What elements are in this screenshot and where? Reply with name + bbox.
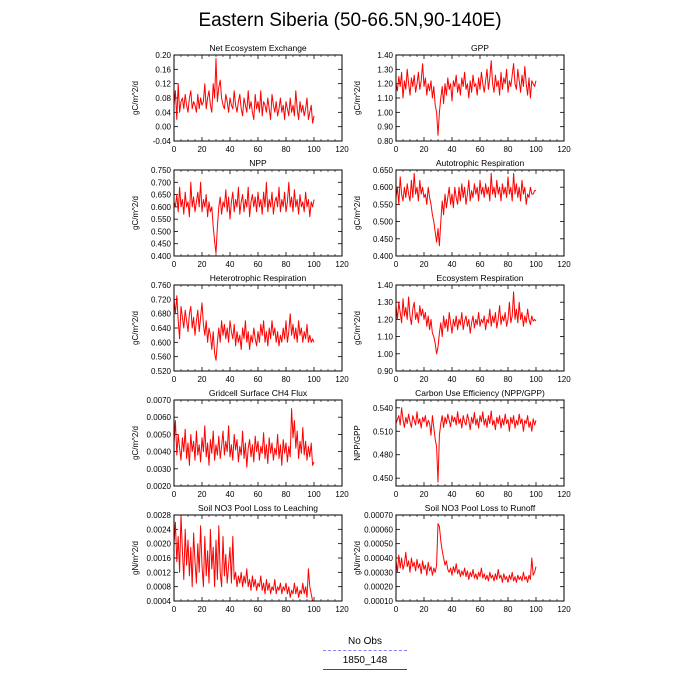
y-tick-label: 0.650 bbox=[150, 190, 171, 200]
x-tick-label: 60 bbox=[253, 605, 263, 614]
y-tick-label: 1.30 bbox=[377, 298, 393, 308]
x-tick-label: 80 bbox=[503, 375, 513, 384]
y-axis-label: gC/m^2/d bbox=[131, 81, 140, 115]
y-tick-label: 0.760 bbox=[150, 281, 171, 290]
y-tick-label: 0.450 bbox=[372, 474, 393, 484]
y-tick-label: 0.0030 bbox=[146, 464, 171, 474]
y-tick-label: 0.0020 bbox=[146, 482, 171, 491]
y-tick-label: 0.0070 bbox=[146, 396, 171, 405]
panel-title: Soil NO3 Pool Loss to Runoff bbox=[424, 503, 536, 513]
x-tick-label: 80 bbox=[281, 145, 291, 154]
y-tick-label: 0.00020 bbox=[364, 582, 393, 592]
series-line bbox=[174, 515, 314, 601]
legend-label: No Obs bbox=[348, 636, 382, 647]
legend-swatch-solid bbox=[323, 669, 407, 670]
series-line bbox=[174, 59, 314, 124]
x-tick-label: 100 bbox=[529, 260, 543, 269]
y-tick-label: 1.10 bbox=[377, 332, 393, 342]
series-line bbox=[396, 61, 536, 136]
x-tick-label: 80 bbox=[503, 605, 513, 614]
y-tick-label: 0.450 bbox=[150, 239, 171, 249]
x-tick-label: 60 bbox=[475, 490, 485, 499]
x-tick-label: 100 bbox=[307, 260, 321, 269]
x-tick-label: 20 bbox=[197, 490, 207, 499]
y-tick-label: 1.20 bbox=[377, 315, 393, 325]
x-tick-label: 100 bbox=[529, 375, 543, 384]
y-axis-label: NPP/GPP bbox=[353, 425, 362, 461]
y-tick-label: 0.560 bbox=[150, 352, 171, 362]
y-tick-label: -0.04 bbox=[152, 137, 171, 146]
x-tick-label: 100 bbox=[307, 605, 321, 614]
x-tick-label: 60 bbox=[253, 375, 263, 384]
y-tick-label: 0.510 bbox=[372, 427, 393, 437]
x-tick-label: 120 bbox=[557, 375, 571, 384]
y-tick-label: 0.00060 bbox=[364, 525, 393, 535]
y-tick-label: 0.16 bbox=[155, 65, 171, 75]
x-tick-label: 20 bbox=[197, 605, 207, 614]
y-tick-label: 0.0016 bbox=[146, 554, 171, 563]
panel-title: Autotrophic Respiration bbox=[435, 158, 525, 168]
chart-panel bbox=[353, 158, 571, 269]
y-axis-label: gC/m^2/d bbox=[131, 426, 140, 460]
y-tick-label: 0.400 bbox=[372, 252, 393, 261]
panel-title: Carbon Use Efficiency (NPP/GPP) bbox=[415, 388, 545, 398]
panel-title: Net Ecosystem Exchange bbox=[209, 43, 307, 53]
y-tick-label: 0.04 bbox=[155, 108, 171, 118]
x-tick-label: 20 bbox=[419, 490, 429, 499]
x-tick-label: 40 bbox=[225, 375, 235, 384]
y-tick-label: 0.550 bbox=[150, 215, 171, 225]
chart-panel bbox=[131, 388, 349, 499]
y-tick-label: 0.600 bbox=[150, 202, 171, 212]
y-tick-label: 0.0028 bbox=[146, 511, 171, 520]
y-tick-label: 1.30 bbox=[377, 65, 393, 75]
y-tick-label: 0.0008 bbox=[146, 582, 171, 592]
legend-entry-no-obs bbox=[300, 636, 430, 651]
panel-title: Heterotrophic Respiration bbox=[209, 273, 307, 283]
y-tick-label: 0.08 bbox=[155, 94, 171, 103]
series-line bbox=[396, 408, 536, 482]
plot-frame bbox=[396, 515, 564, 601]
x-tick-label: 60 bbox=[475, 605, 485, 614]
x-tick-label: 100 bbox=[529, 605, 543, 614]
x-tick-label: 0 bbox=[393, 605, 399, 614]
x-tick-label: 120 bbox=[335, 375, 349, 384]
x-tick-label: 40 bbox=[225, 145, 235, 154]
y-axis-label: gC/m^2/d bbox=[353, 311, 362, 345]
y-tick-label: 0.480 bbox=[372, 450, 393, 460]
chart-panel bbox=[131, 158, 349, 269]
y-tick-label: 1.40 bbox=[377, 281, 393, 290]
panel-title: Soil NO3 Pool Loss to Leaching bbox=[197, 503, 319, 513]
y-tick-label: 0.20 bbox=[155, 51, 171, 60]
panel-title: Gridcell Surface CH4 Flux bbox=[208, 388, 308, 398]
x-tick-label: 20 bbox=[197, 260, 207, 269]
y-tick-label: 0.0004 bbox=[146, 597, 171, 606]
y-tick-label: 0.500 bbox=[150, 227, 171, 237]
y-tick-label: 0.0020 bbox=[146, 539, 171, 549]
y-tick-label: 0.450 bbox=[372, 234, 393, 244]
x-tick-label: 60 bbox=[475, 145, 485, 154]
y-tick-label: 1.40 bbox=[377, 51, 393, 60]
x-tick-label: 0 bbox=[171, 145, 177, 154]
x-tick-label: 80 bbox=[503, 145, 513, 154]
legend-swatch-dashed bbox=[323, 650, 407, 651]
x-tick-label: 0 bbox=[393, 260, 399, 269]
plot-frame bbox=[396, 55, 564, 141]
x-tick-label: 0 bbox=[171, 260, 177, 269]
x-tick-label: 60 bbox=[253, 490, 263, 499]
x-tick-label: 120 bbox=[557, 260, 571, 269]
x-tick-label: 80 bbox=[503, 490, 513, 499]
y-tick-label: 0.720 bbox=[150, 295, 171, 305]
x-tick-label: 40 bbox=[225, 490, 235, 499]
x-tick-label: 40 bbox=[447, 260, 457, 269]
y-tick-label: 0.00 bbox=[155, 122, 171, 132]
y-tick-label: 0.0060 bbox=[146, 413, 171, 423]
x-tick-label: 80 bbox=[281, 605, 291, 614]
y-axis-label: gC/m^2/d bbox=[131, 196, 140, 230]
y-tick-label: 0.600 bbox=[372, 183, 393, 193]
y-axis-label: gN/m^2/d bbox=[353, 541, 362, 575]
chart-panel bbox=[353, 503, 571, 614]
x-tick-label: 80 bbox=[281, 490, 291, 499]
y-tick-label: 0.650 bbox=[372, 166, 393, 175]
y-tick-label: 0.12 bbox=[155, 79, 171, 89]
x-tick-label: 100 bbox=[307, 490, 321, 499]
x-tick-label: 100 bbox=[529, 490, 543, 499]
y-axis-label: gN/m^2/d bbox=[131, 541, 140, 575]
x-tick-label: 20 bbox=[419, 375, 429, 384]
x-tick-label: 40 bbox=[447, 490, 457, 499]
panel-title: NPP bbox=[249, 158, 267, 168]
y-tick-label: 0.90 bbox=[377, 367, 393, 376]
x-tick-label: 0 bbox=[171, 605, 177, 614]
y-tick-label: 1.20 bbox=[377, 79, 393, 89]
y-tick-label: 0.400 bbox=[150, 252, 171, 261]
y-tick-label: 0.0012 bbox=[146, 568, 171, 578]
chart-panel bbox=[131, 43, 349, 154]
series-line bbox=[396, 524, 536, 583]
x-tick-label: 120 bbox=[557, 605, 571, 614]
x-tick-label: 0 bbox=[393, 145, 399, 154]
y-tick-label: 1.00 bbox=[377, 349, 393, 359]
x-tick-label: 20 bbox=[197, 375, 207, 384]
x-tick-label: 0 bbox=[393, 490, 399, 499]
y-tick-label: 0.00040 bbox=[364, 554, 393, 563]
x-tick-label: 120 bbox=[335, 145, 349, 154]
x-tick-label: 120 bbox=[557, 490, 571, 499]
x-tick-label: 60 bbox=[475, 375, 485, 384]
y-tick-label: 0.00030 bbox=[364, 568, 393, 578]
legend-entry-run bbox=[300, 655, 430, 670]
x-tick-label: 60 bbox=[475, 260, 485, 269]
page-title: Eastern Siberia (50-66.5N,90-140E) bbox=[198, 10, 502, 31]
y-tick-label: 0.700 bbox=[150, 178, 171, 188]
x-tick-label: 60 bbox=[253, 260, 263, 269]
x-tick-label: 120 bbox=[335, 490, 349, 499]
x-tick-label: 120 bbox=[335, 605, 349, 614]
x-tick-label: 100 bbox=[529, 145, 543, 154]
y-tick-label: 0.90 bbox=[377, 122, 393, 132]
y-tick-label: 0.640 bbox=[150, 324, 171, 333]
y-tick-label: 0.0040 bbox=[146, 447, 171, 457]
y-axis-label: gC/m^2/d bbox=[353, 81, 362, 115]
y-tick-label: 0.80 bbox=[377, 137, 393, 146]
series-line bbox=[396, 292, 536, 354]
y-tick-label: 0.500 bbox=[372, 217, 393, 227]
y-tick-label: 1.10 bbox=[377, 94, 393, 103]
y-axis-label: gC/m^2/d bbox=[131, 311, 140, 345]
y-tick-label: 0.0024 bbox=[146, 525, 171, 535]
chart-panel bbox=[353, 388, 571, 499]
x-tick-label: 0 bbox=[171, 490, 177, 499]
x-tick-label: 60 bbox=[253, 145, 263, 154]
y-axis-label: gC/m^2/d bbox=[353, 196, 362, 230]
x-tick-label: 40 bbox=[225, 605, 235, 614]
y-tick-label: 0.540 bbox=[372, 403, 393, 413]
series-line bbox=[174, 182, 314, 253]
x-tick-label: 80 bbox=[281, 260, 291, 269]
x-tick-label: 100 bbox=[307, 375, 321, 384]
panel-title: GPP bbox=[471, 43, 489, 53]
y-tick-label: 0.00050 bbox=[364, 539, 393, 549]
y-tick-label: 0.600 bbox=[150, 338, 171, 348]
x-tick-label: 40 bbox=[447, 605, 457, 614]
x-tick-label: 0 bbox=[393, 375, 399, 384]
y-tick-label: 0.520 bbox=[150, 367, 171, 376]
x-tick-label: 40 bbox=[225, 260, 235, 269]
x-tick-label: 20 bbox=[197, 145, 207, 154]
series-line bbox=[174, 409, 314, 468]
plot-frame bbox=[174, 55, 342, 141]
x-tick-label: 0 bbox=[171, 375, 177, 384]
series-line bbox=[396, 173, 536, 245]
x-tick-label: 20 bbox=[419, 605, 429, 614]
y-tick-label: 0.00010 bbox=[364, 597, 393, 606]
x-tick-label: 40 bbox=[447, 375, 457, 384]
x-tick-label: 120 bbox=[335, 260, 349, 269]
x-tick-label: 80 bbox=[503, 260, 513, 269]
y-tick-label: 0.550 bbox=[372, 200, 393, 210]
y-tick-label: 0.00070 bbox=[364, 511, 393, 520]
chart-panel bbox=[353, 43, 571, 154]
x-tick-label: 120 bbox=[557, 145, 571, 154]
x-tick-label: 20 bbox=[419, 260, 429, 269]
y-tick-label: 0.750 bbox=[150, 166, 171, 175]
x-tick-label: 100 bbox=[307, 145, 321, 154]
x-tick-label: 20 bbox=[419, 145, 429, 154]
chart-panel bbox=[131, 503, 349, 614]
y-tick-label: 0.0050 bbox=[146, 430, 171, 440]
legend bbox=[300, 636, 430, 670]
x-tick-label: 40 bbox=[447, 145, 457, 154]
plot-frame bbox=[396, 285, 564, 371]
plot-frame bbox=[174, 170, 342, 256]
chart-panel bbox=[131, 273, 349, 384]
panel-title: Ecosystem Respiration bbox=[436, 273, 524, 283]
y-tick-label: 0.680 bbox=[150, 309, 171, 319]
plot-frame bbox=[396, 400, 564, 486]
chart-panel bbox=[353, 273, 571, 384]
series-line bbox=[174, 296, 314, 361]
x-tick-label: 80 bbox=[281, 375, 291, 384]
y-tick-label: 1.00 bbox=[377, 108, 393, 118]
legend-label: 1850_148 bbox=[342, 655, 388, 666]
